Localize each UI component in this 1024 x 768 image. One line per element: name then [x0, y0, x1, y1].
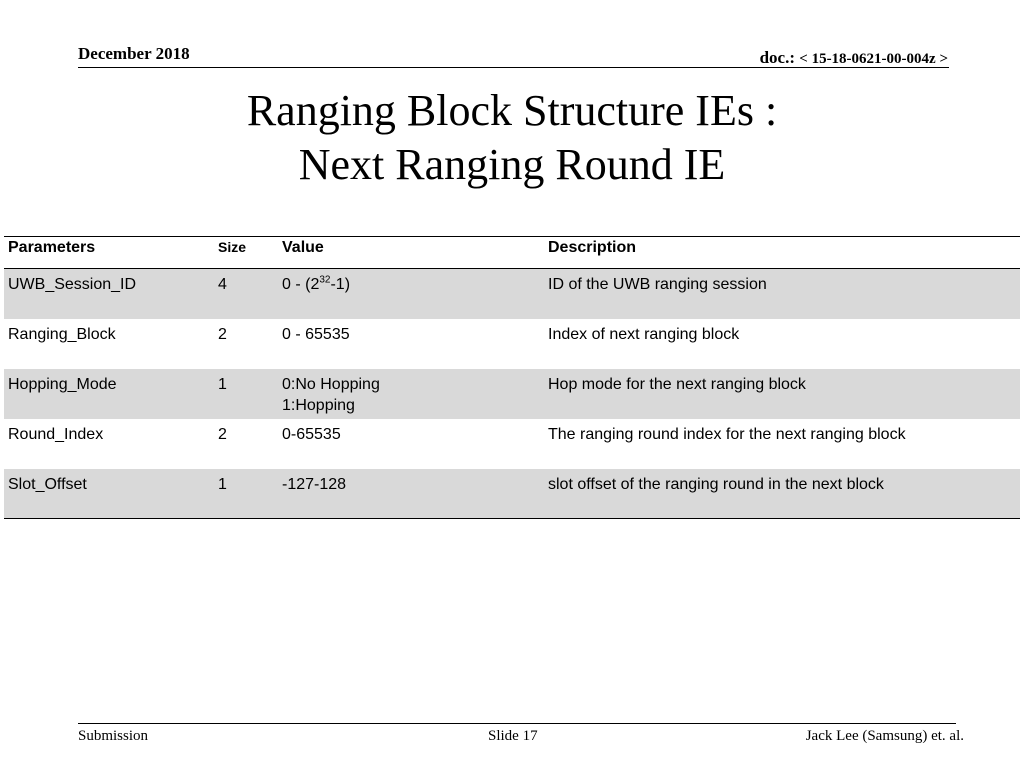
cell-size: 1 [218, 475, 227, 493]
cell-size: 2 [218, 425, 227, 443]
parameters-table [4, 236, 1020, 519]
cell-description: ID of the UWB ranging session [548, 276, 767, 293]
table-row [4, 269, 1020, 319]
slide-title-line1: Ranging Block Structure IEs : [246, 86, 778, 135]
cell-description: The ranging round index for the next ranging block [548, 425, 906, 443]
doc-number: < 15-18-0621-00-004z > [799, 51, 948, 67]
cell-description: slot offset of the ranging round in the next block [548, 475, 884, 493]
cell-parameter: Ranging_Block [8, 325, 116, 343]
cell-parameter: Round_Index [8, 425, 104, 443]
cell-value: 0-65535 [282, 425, 341, 443]
cell-size: 2 [218, 325, 227, 343]
cell-value: -127-128 [282, 475, 347, 493]
header-date: December 2018 [78, 44, 190, 63]
header-doc-number [760, 48, 948, 68]
table-header-row [4, 237, 1020, 269]
value-exponent: 32 [319, 274, 331, 286]
column-header-size: Size [218, 239, 247, 255]
table-row [4, 469, 1020, 519]
cell-size: 1 [218, 375, 227, 393]
value-base: 0 - (2 [282, 276, 320, 293]
cell-value: 0 - 65535 [282, 325, 350, 343]
column-header-parameters: Parameters [8, 239, 96, 256]
footer-slide-number: Slide 17 [488, 728, 538, 744]
slide-title [0, 84, 1024, 192]
table-row [4, 319, 1020, 369]
value-line: 1:Hopping [282, 396, 355, 414]
value-tail: -1) [330, 276, 351, 293]
cell-description: Index of next ranging block [548, 325, 740, 343]
footer-submission: Submission [78, 728, 149, 744]
cell-size: 4 [218, 276, 227, 293]
value-line: 0:No Hopping [282, 375, 380, 393]
doc-prefix: doc.: [759, 48, 796, 67]
header-divider [78, 67, 949, 68]
column-header-value: Value [282, 239, 324, 256]
cell-value [278, 369, 544, 419]
cell-value [278, 269, 544, 319]
column-header-description: Description [548, 239, 637, 256]
cell-parameter: UWB_Session_ID [8, 276, 137, 293]
footer-author: Jack Lee (Samsung) et. al. [805, 728, 964, 744]
cell-description: Hop mode for the next ranging block [548, 375, 806, 393]
table-row [4, 419, 1020, 469]
cell-parameter: Slot_Offset [8, 475, 87, 493]
cell-parameter: Hopping_Mode [8, 375, 117, 393]
footer-divider [78, 723, 956, 724]
table-row [4, 369, 1020, 419]
slide-title-line2: Next Ranging Round IE [298, 140, 726, 189]
